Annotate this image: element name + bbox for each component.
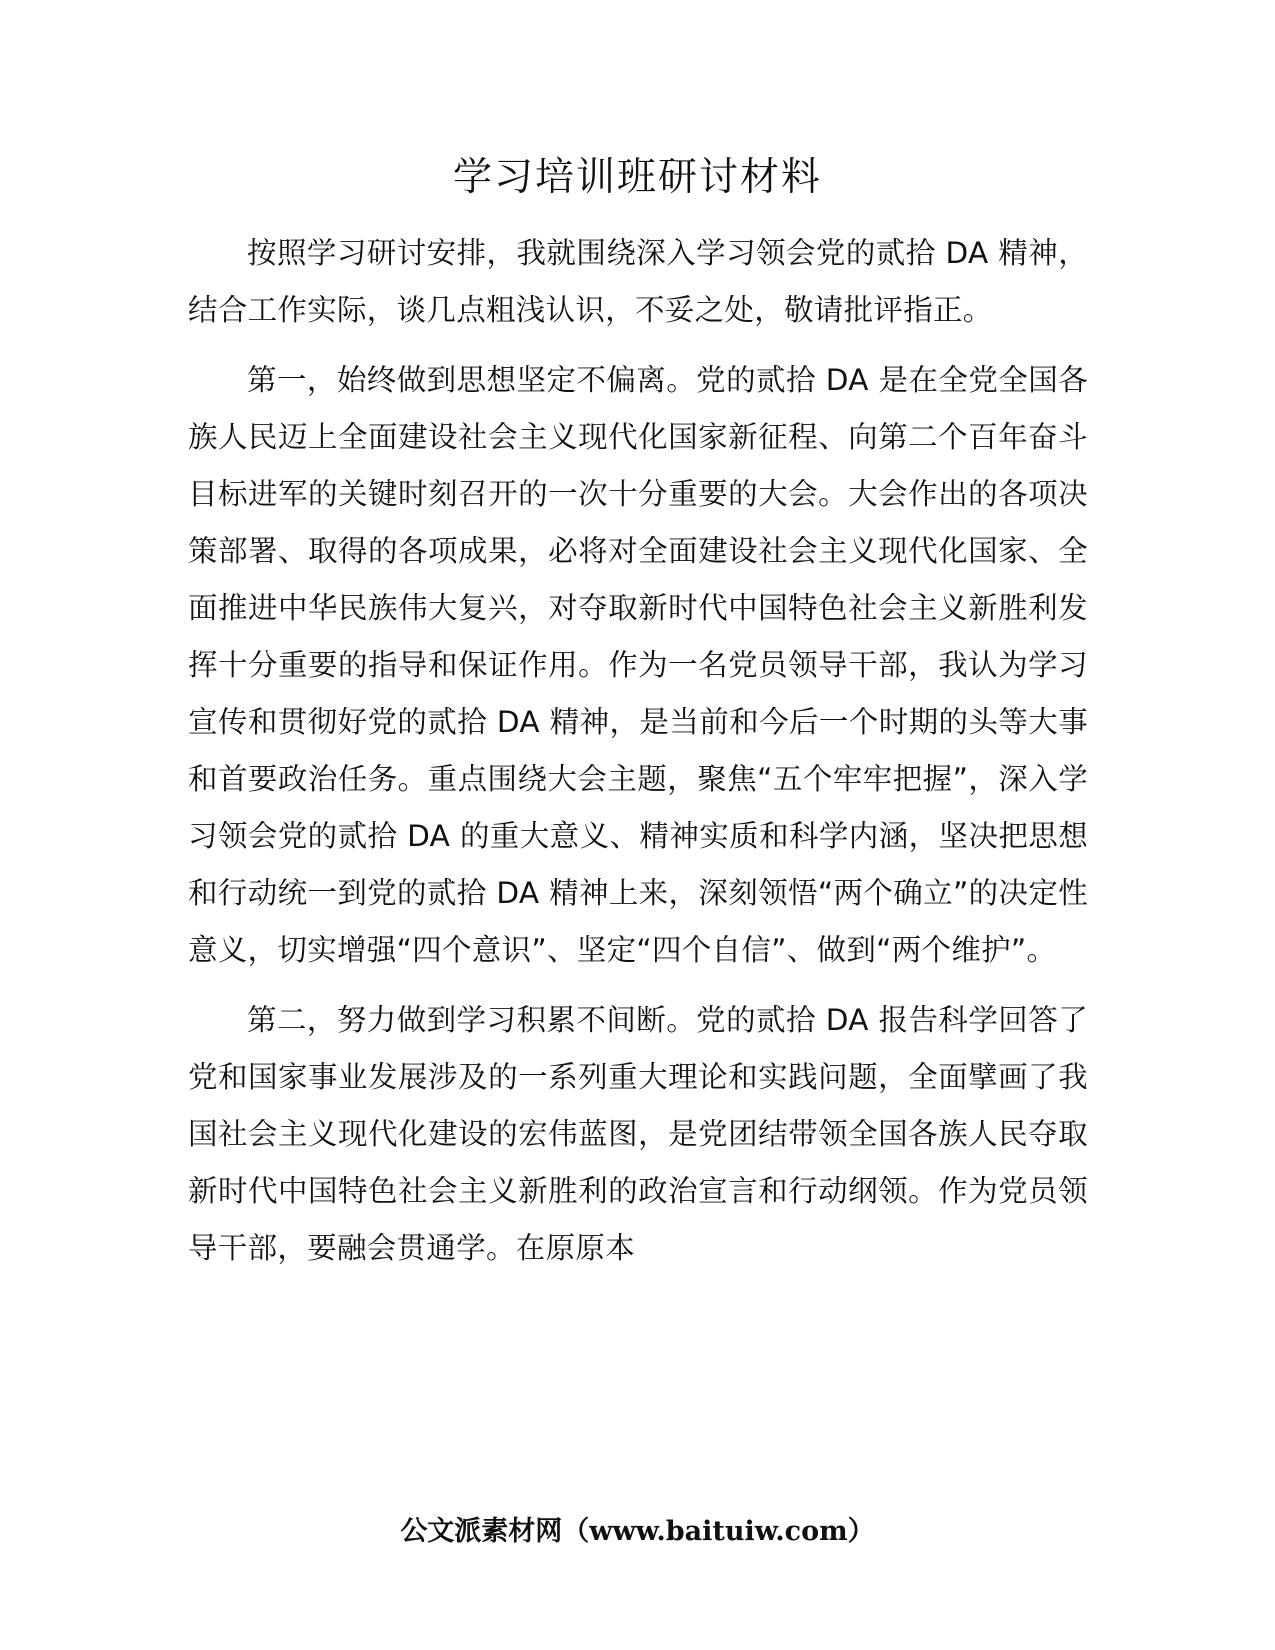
paragraph-first-point: 第一，始终做到思想坚定不偏离。党的贰拾 DA 是在全党全国各族人民迈上全面建设社会主义现代化国家新征程、向第二个百年奋斗目标进军的关键时刻召开的一次十分重要的大会。大会作出的各项决策部署、取得的各项成果，必将对全面建设社会主义现代化国家、全面推进中华民族伟大复兴，对夺取新时代中国特色社会主义新胜利发挥十分重要的指导和保证作用。作为一名党员领导干部，我认为学习宣传和贯彻好党的贰拾 DA 精神，是当前和今后一个时期的头等大事和首要政治任务。重点围绕大会主题，聚焦“五个牢牢把握”，深入学习领会党的贰拾 DA 的重大意义、精神实质和科学内涵，坚决把思想和行动统一到党的贰拾 DA 精神上来，深刻领悟“两个确立”的决定性意义，切实增强“四个意识”、坚定“四个自信”、做到“两个维护”。 [188, 363, 1088, 967]
document-title: 学习培训班研讨材料 [452, 155, 822, 200]
paragraph-second-point: 第二，努力做到学习积累不间断。党的贰拾 DA 报告科学回答了党和国家事业发展涉及的一系列重大理论和实践问题，全面擘画了我国社会主义现代化建设的宏伟蓝图，是党团结带领全国各族人民夺取新时代中国特色社会主义新胜利的政治宣言和行动纲领。作为党员领导干部，要融会贯通学。在原原本 [188, 1003, 1088, 1265]
document-body [188, 225, 1088, 1290]
footer-watermark: 公文派素材网（www.baituiw.com） [400, 1516, 875, 1547]
paragraph-intro: 按照学习研讨安排，我就围绕深入学习领会党的贰拾 DA 精神，结合工作实际，谈几点粗浅认识，不妥之处，敬请批评指正。 [188, 236, 1088, 327]
